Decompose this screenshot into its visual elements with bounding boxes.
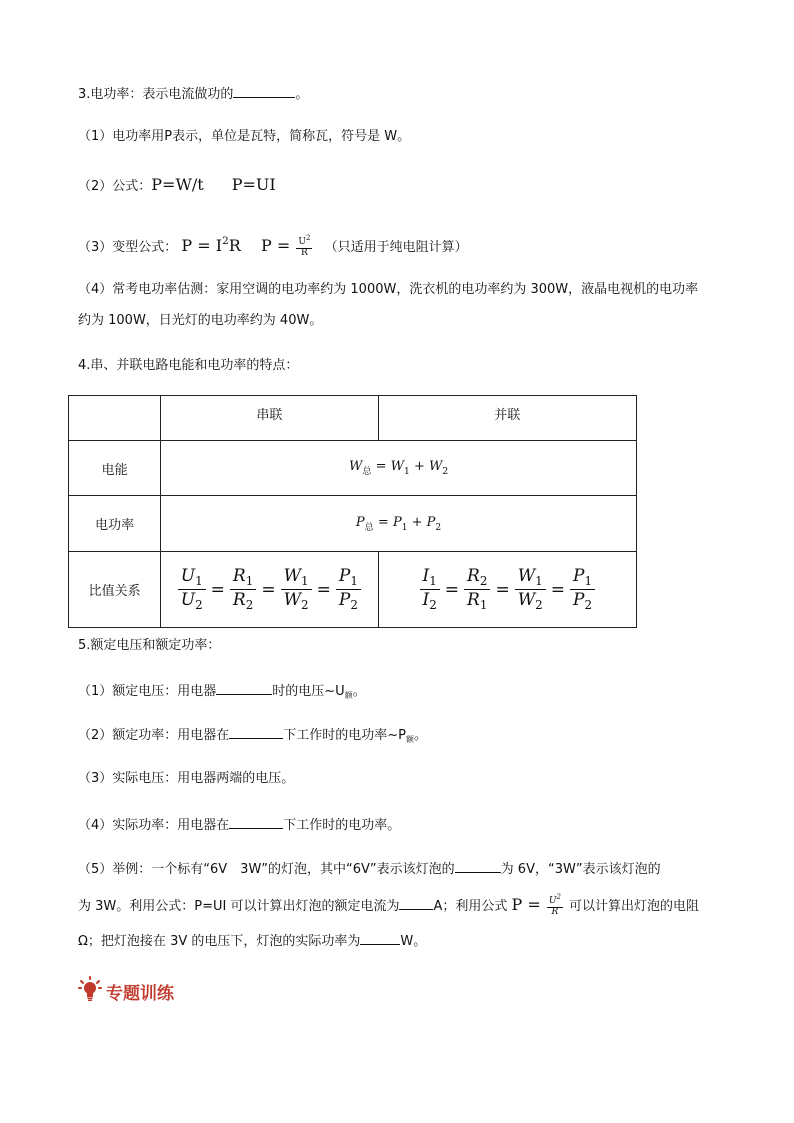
fraction: $\frac{P_1}{P_2}$	[336, 566, 361, 613]
table-header-cell	[69, 396, 161, 441]
s4-title: 4.串、并联电路电能和电功率的特点：	[78, 358, 299, 373]
s5-item-2: （2）额定功率：用电器在 下工作时的电功率$\sim P_额$。	[78, 725, 427, 749]
formula-p-u2-r: P = $\frac{U^2}{R}$	[261, 233, 311, 258]
fraction: $\frac{W_1}{W_2}$	[281, 566, 312, 613]
s5-item-5-line3: Ω；把灯泡接在 3V 的电压下，灯泡的实际功率为 W。	[78, 931, 426, 951]
blank-line[interactable]	[399, 896, 433, 910]
power-formula: $P_总 = P_1 + P_2$	[161, 496, 637, 552]
comparison-table	[68, 395, 637, 628]
section-heading-text: 专题训练	[106, 983, 174, 1004]
formula-p-w-t: P=W/t	[151, 175, 204, 194]
s3-item-2: （2）公式：P=W/t P=UI	[78, 175, 276, 194]
table-row	[69, 496, 637, 552]
section-heading	[78, 976, 174, 1006]
formula-p-ui: P=UI	[231, 175, 276, 194]
fraction: $\frac{U^2}{R}$	[548, 892, 561, 917]
series-ratio-cell	[161, 552, 378, 628]
formula-p-u2-r: P = $\frac{U^2}{R}$	[511, 892, 561, 917]
s3-item-1: （1）电功率用P表示，单位是瓦特，简称瓦，符号是 W。	[78, 129, 411, 144]
s5-item-5-line1: （5）举例：一个标有“6V 3W”的灯泡，其中“6V”表示该灯泡的 为 6V，“3W”表示该灯泡的	[78, 859, 661, 879]
s5-item-5-line2: 为 3W。利用公式：P=UI 可以计算出灯泡的额定电流为 A；利用公式 P = $\frac{U^2}{R}$ 可以计算出灯泡的电阻	[78, 892, 700, 917]
table-row	[69, 552, 637, 628]
fraction: $\frac{W_1}{W_2}$	[515, 566, 546, 613]
table-header-cell: 并联	[378, 396, 636, 441]
parallel-ratio-cell	[378, 552, 636, 628]
row-label: 电能	[69, 441, 161, 496]
fraction: $\frac{R_1}{R_2}$	[230, 566, 256, 613]
s5-item-1: （1）额定电压：用电器 时的电压$\sim U_额$。	[78, 681, 366, 705]
parallel-ratio: $\frac{I_1}{I_2}$ = $\frac{R_2}{R_1}$ = $\frac{W_1}{W_2}$ = $\frac{P_1}{P_2}$	[419, 566, 597, 613]
fraction: $\frac{I_1}{I_2}$	[420, 566, 440, 613]
blank-line[interactable]	[229, 815, 283, 829]
blank-line[interactable]	[229, 725, 283, 739]
energy-formula: $W_总 = W_1 + W_2$	[161, 441, 637, 496]
table-row	[69, 441, 637, 496]
s3-item-4-line1: （4）常考电功率估测：家用空调的电功率约为 1000W，洗衣机的电功率约为 300W，液晶电视机的电功率	[78, 282, 699, 297]
fraction: $\frac{R_2}{R_1}$	[464, 566, 490, 613]
blank-line[interactable]	[216, 681, 272, 695]
s5-item-4: （4）实际功率：用电器在 下工作时的电功率。	[78, 815, 400, 835]
s3-title: 3.电功率：表示电流做功的 。	[78, 84, 308, 104]
blank-line[interactable]	[360, 931, 400, 945]
s5-item-3: （3）实际电压：用电器两端的电压。	[78, 771, 295, 786]
blank-line[interactable]	[233, 84, 295, 98]
lightbulb-icon	[78, 976, 102, 1006]
row-label: 比值关系	[69, 552, 161, 628]
fraction: $\frac{P_1}{P_2}$	[570, 566, 595, 613]
table-header-cell: 串联	[161, 396, 378, 441]
s5-title: 5.额定电压和额定功率：	[78, 638, 221, 653]
fraction: $\frac{U^2}{R}$	[298, 233, 311, 258]
s3-item-3: （3）变型公式： $P = I^2R$ P = $\frac{U^2}{R}$ （只适用于纯电阻计算）	[78, 233, 468, 258]
s3-item-4-line2: 约为 100W，日光灯的电功率约为 40W。	[78, 313, 323, 328]
row-label: 电功率	[69, 496, 161, 552]
blank-line[interactable]	[455, 859, 501, 873]
formula-p-i2r: $P = I^2R$	[181, 235, 241, 255]
fraction: $\frac{U_1}{U_2}$	[178, 566, 206, 613]
series-ratio: $\frac{U_1}{U_2}$ = $\frac{R_1}{R_2}$ = $\frac{W_1}{W_2}$ = $\frac{P_1}{P_2}$	[177, 566, 362, 613]
table-header-row	[69, 396, 637, 441]
